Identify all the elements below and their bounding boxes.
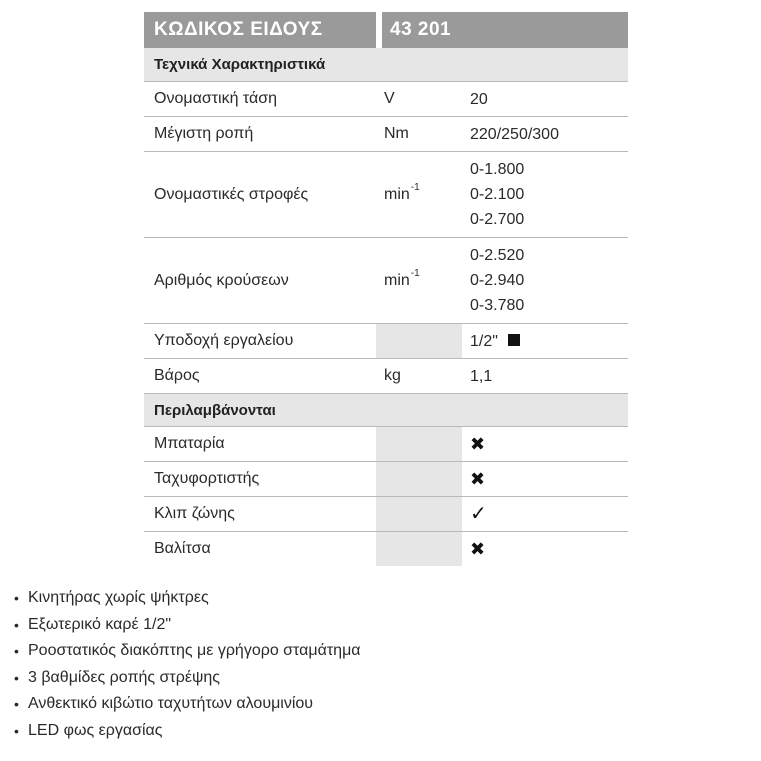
included-unit-blank — [376, 497, 462, 531]
spec-value-line: 0-2.700 — [470, 211, 525, 228]
square-drive-icon — [508, 334, 520, 346]
included-label: Ταχυφορτιστής — [154, 470, 260, 487]
feature-item — [14, 585, 361, 612]
spec-value-line: 0-1.800 — [470, 161, 525, 178]
included-unit-blank — [376, 462, 462, 496]
table-header — [144, 12, 628, 48]
included-value — [462, 462, 628, 496]
item-code-value: 43 201 — [390, 19, 452, 40]
feature-text: Ροοστατικός διακόπτης με γρήγορο σταμάτημα — [28, 642, 361, 660]
bullet-icon: • — [14, 643, 19, 660]
spec-value-text: 1/2" — [470, 332, 498, 350]
section-included: Περιλαμβάνονται — [144, 393, 628, 426]
included-label: Βαλίτσα — [154, 540, 211, 557]
section-technical-specs: Τεχνικά Χαρακτηριστικά — [144, 48, 628, 81]
spec-unit: V — [384, 90, 395, 107]
spec-unit — [376, 324, 462, 358]
included-row-charger — [144, 461, 628, 496]
spec-value-line: 0-2.520 — [470, 247, 525, 264]
spec-label: Υποδοχή εργαλείου — [154, 332, 294, 349]
feature-text: Κινητήρας χωρίς ψήκτρες — [28, 589, 209, 607]
included-label: Κλιπ ζώνης — [154, 505, 235, 522]
feature-list — [14, 585, 361, 744]
included-unit-blank — [376, 427, 462, 461]
spec-row-voltage — [144, 81, 628, 116]
feature-text: Εξωτερικό καρέ 1/2" — [28, 615, 172, 633]
spec-label: Μέγιστη ροπή — [154, 125, 254, 142]
spec-unit — [376, 152, 462, 237]
spec-value-line: 1,1 — [470, 367, 493, 385]
included-row-belt-clip — [144, 496, 628, 531]
spec-table — [144, 12, 628, 566]
bullet-icon: • — [14, 696, 19, 713]
spec-value-line: 0-3.780 — [470, 297, 525, 314]
spec-unit-base: min — [384, 185, 410, 203]
bullet-icon: • — [14, 616, 19, 633]
spec-value-line: 0-2.100 — [470, 186, 525, 203]
included-unit-blank — [376, 532, 462, 566]
spec-value — [462, 117, 628, 151]
feature-text: Ανθεκτικό κιβώτιο ταχυτήτων αλουμινίου — [28, 695, 314, 713]
spec-row-rpm — [144, 151, 628, 237]
spec-unit-base: min — [384, 271, 410, 289]
spec-value — [462, 324, 628, 358]
included-value — [462, 532, 628, 566]
bullet-icon: • — [14, 669, 19, 686]
spec-label: Ονομαστική τάση — [154, 90, 278, 107]
included-value — [462, 427, 628, 461]
spec-label: Ονομαστικές στροφές — [154, 185, 309, 203]
included-row-case — [144, 531, 628, 566]
feature-item — [14, 638, 361, 665]
spec-value — [462, 152, 628, 237]
spec-value — [462, 82, 628, 116]
feature-item — [14, 665, 361, 692]
included-label: Μπαταρία — [154, 435, 225, 452]
spec-value — [462, 359, 628, 393]
feature-item — [14, 718, 361, 745]
feature-item — [14, 612, 361, 639]
item-code-label: ΚΩΔΙΚΟΣ ΕΙΔΟΥΣ — [154, 19, 323, 40]
spec-value — [462, 238, 628, 323]
spec-unit: kg — [384, 367, 401, 384]
feature-text: 3 βαθμίδες ροπής στρέψης — [28, 668, 220, 686]
spec-unit-exponent: -1 — [410, 182, 420, 193]
feature-item — [14, 691, 361, 718]
bullet-icon: • — [14, 590, 19, 607]
spec-row-max-torque — [144, 116, 628, 151]
included-row-battery — [144, 426, 628, 461]
spec-value-line: 220/250/300 — [470, 125, 559, 143]
feature-text: LED φως εργασίας — [28, 721, 163, 739]
bullet-icon: • — [14, 722, 19, 739]
spec-unit-exponent: -1 — [410, 268, 420, 279]
spec-unit: Nm — [384, 125, 409, 142]
cross-icon: ✖ — [470, 539, 486, 559]
spec-row-tool-holder — [144, 323, 628, 358]
spec-value-line: 20 — [470, 90, 488, 108]
spec-row-impacts — [144, 237, 628, 323]
check-icon: ✓ — [470, 503, 487, 525]
spec-value-line — [470, 329, 628, 354]
spec-value-line: 0-2.940 — [470, 272, 525, 289]
spec-label: Αριθμός κρούσεων — [154, 271, 289, 289]
spec-label: Βάρος — [154, 367, 200, 384]
included-value — [462, 497, 628, 531]
cross-icon: ✖ — [470, 434, 486, 454]
spec-row-weight — [144, 358, 628, 393]
spec-unit — [376, 238, 462, 323]
cross-icon: ✖ — [470, 469, 486, 489]
